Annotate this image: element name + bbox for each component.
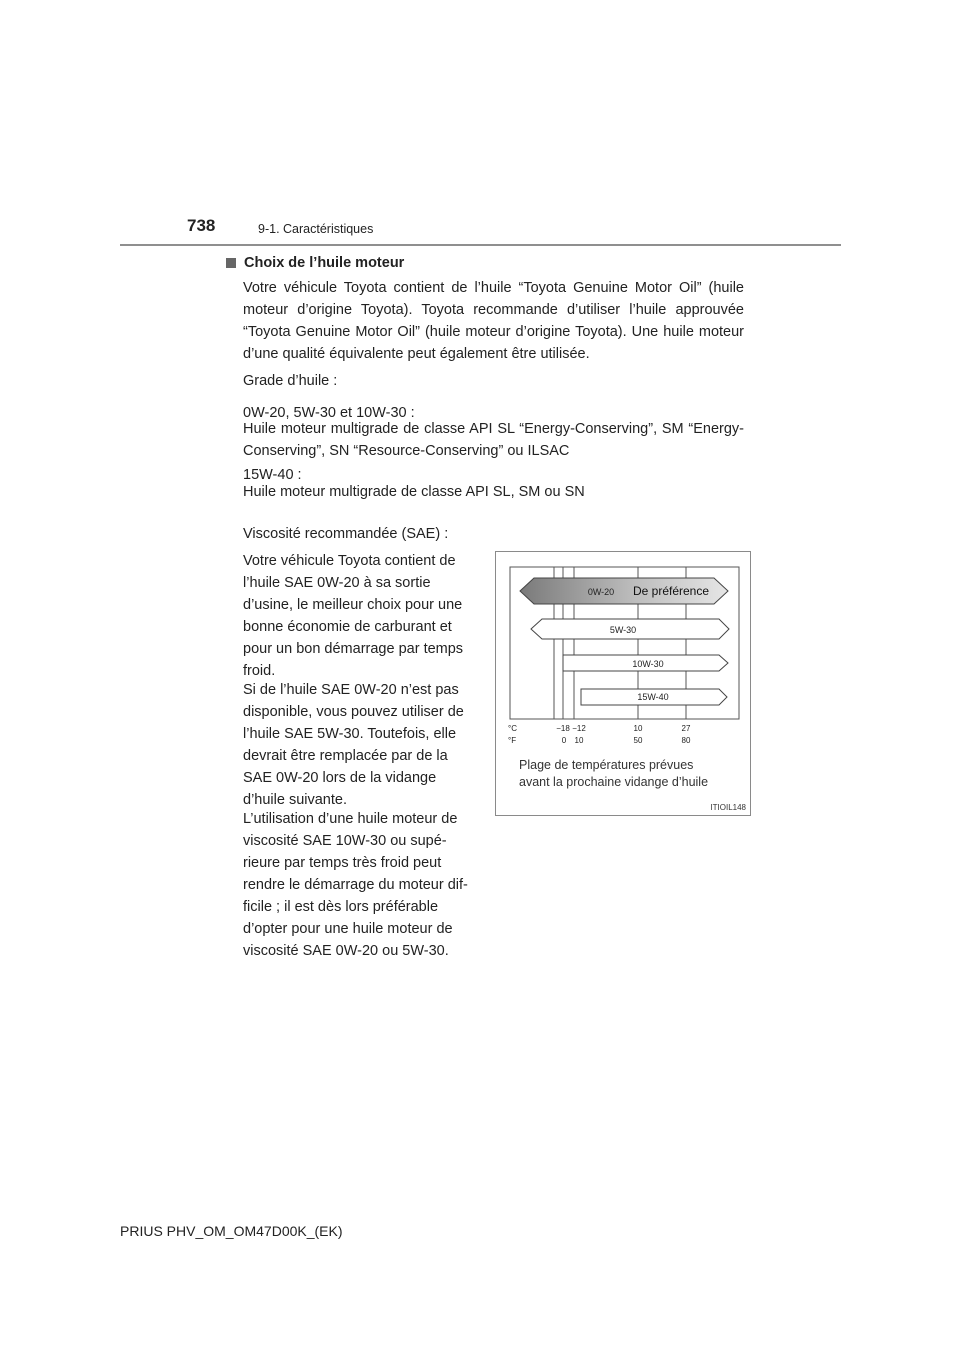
viscosity-figure	[495, 551, 751, 816]
tick-f: 50	[633, 736, 643, 745]
bar-label-10w30: 10W-30	[632, 659, 664, 669]
text-line: bonne économie de carburant et	[243, 619, 452, 635]
paragraph-cold-weather	[243, 808, 478, 962]
figure-code: ITIOIL148	[710, 803, 746, 812]
bar-label-0w20: 0W-20	[587, 587, 615, 597]
text-line: viscosité SAE 0W-20 ou 5W-30.	[243, 943, 449, 959]
text-line: froid.	[243, 663, 276, 679]
grade1-text: Huile moteur multigrade de classe API SL “Energy-Conserving”, SM “Energy-Conserving”, SN “Resource-Conserving” ou ILSAC	[243, 421, 744, 459]
text-line: d’usine, le meilleur choix pour une	[243, 597, 463, 613]
viscosity-label: Viscosité recommandée (SAE) :	[243, 526, 449, 542]
text-line: pour un bon démarrage par temps	[243, 641, 464, 657]
text-line: devrait être remplacée par de la	[243, 748, 448, 764]
tick-f: 0	[561, 736, 567, 745]
page-number: 738	[187, 216, 216, 235]
text-line: viscosité SAE 10W-30 ou supé-	[243, 833, 447, 849]
text-line: rendre le démarrage du moteur dif-	[243, 877, 468, 893]
subsection-heading	[226, 255, 404, 271]
tick-c: −18	[556, 724, 570, 733]
text-line: l’huile SAE 0W-20 à sa sortie	[243, 575, 431, 591]
bar-label-preferred: De préférence	[632, 584, 710, 598]
celsius-unit: °C	[508, 724, 517, 733]
text-line: ficile ; il est dès lors préférable	[243, 899, 439, 915]
footer-doc-id: PRIUS PHV_OM_OM47D00K_(EK)	[120, 1223, 343, 1239]
text-line: Votre véhicule Toyota contient de	[243, 553, 456, 569]
text-line: disponible, vous pouvez utiliser de	[243, 704, 464, 720]
tick-f: 80	[681, 736, 691, 745]
heading-text: Choix de l’huile moteur	[244, 255, 405, 271]
intro-paragraph: Votre véhicule Toyota contient de l’huile “Toyota Genuine Motor Oil” (huile moteur d’origine Toyota). Toyota recommande d’utiliser l’huile approuvée “Toyota Genuine Motor Oil” (huile moteur d’origine Toyota). Une huile moteur d’une qualité équivalente peut également être utilisée.	[243, 280, 744, 362]
grade2-text: Huile moteur multigrade de classe API SL, SM ou SN	[243, 484, 585, 500]
paragraph-factory-oil	[243, 550, 478, 682]
fahrenheit-unit: °F	[508, 736, 517, 745]
square-bullet-icon	[226, 258, 236, 268]
text-line: Si de l’huile SAE 0W-20 n’est pas	[243, 682, 459, 698]
text-line: rieure par temps très froid peut	[243, 855, 442, 871]
text-line: L’utilisation d’une huile moteur de	[243, 811, 458, 827]
bar-label-5w30: 5W-30	[609, 625, 637, 635]
text-line: d’opter pour une huile moteur de	[243, 921, 453, 937]
tick-c: 10	[633, 724, 643, 733]
grade2-title: 15W-40 :	[243, 467, 302, 483]
tick-c: −12	[572, 724, 586, 733]
tick-c: 27	[681, 724, 691, 733]
text-line: l’huile SAE 5W-30. Toutefois, elle	[243, 726, 457, 742]
section-title: 9-1. Caractéristiques	[258, 222, 374, 236]
grade1-title: 0W-20, 5W-30 et 10W-30 :	[243, 405, 415, 421]
caption-line: avant la prochaine vidange d’huile	[519, 775, 709, 789]
paragraph-substitute-oil	[243, 679, 478, 811]
text-line: SAE 0W-20 lors de la vidange	[243, 770, 437, 786]
tick-f: 10	[574, 736, 584, 745]
text-line: d’huile suivante.	[243, 792, 347, 808]
caption-line: Plage de températures prévues	[519, 758, 694, 772]
grade-label: Grade d’huile :	[243, 373, 338, 389]
figure-caption	[519, 757, 708, 791]
bar-label-15w40: 15W-40	[637, 692, 669, 702]
header-divider	[120, 244, 841, 246]
